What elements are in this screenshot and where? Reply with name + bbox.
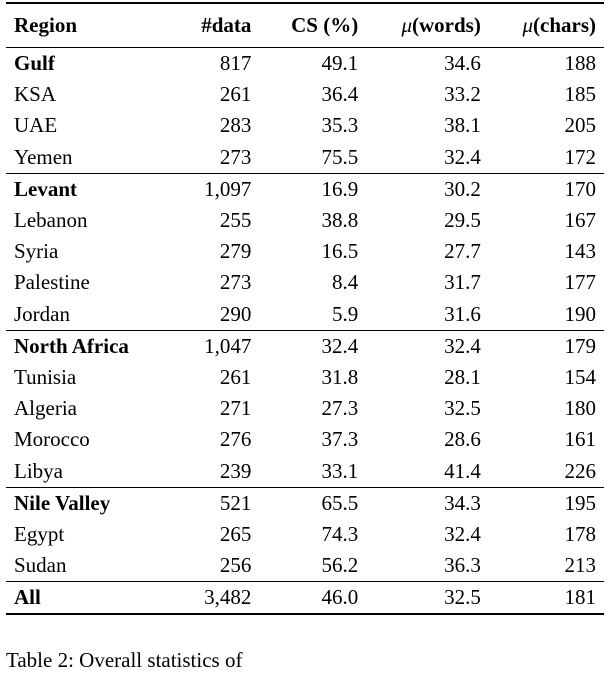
region-cell: Syria: [14, 239, 59, 264]
data-count-cell: 279: [219, 239, 252, 264]
header-data: #data: [174, 3, 259, 48]
chars-cell: 180: [564, 396, 596, 421]
table-row: [6, 550, 604, 582]
table-row: [6, 267, 604, 298]
cs-cell: 27.3: [321, 396, 359, 421]
table-row: [6, 79, 604, 110]
words-cell: 27.7: [444, 239, 481, 264]
words-cell: 34.6: [444, 51, 481, 76]
table-row: [6, 299, 604, 331]
data-count-cell: 521: [174, 487, 259, 519]
words-cell: 32.5: [366, 582, 489, 615]
total-row: [6, 582, 604, 615]
words-cell: 38.1: [444, 113, 481, 138]
words-cell: 31.7: [444, 270, 481, 295]
group-row: [6, 48, 604, 80]
data-count-cell: 276: [219, 427, 252, 452]
table-row: [6, 393, 604, 424]
data-count-cell: 283: [219, 113, 252, 138]
data-count-cell: 1,097: [174, 173, 259, 205]
chars-cell: 188: [564, 51, 596, 76]
cs-cell: 31.8: [321, 364, 359, 389]
chars-cell: 167: [564, 208, 596, 233]
chars-cell: 179: [489, 330, 604, 362]
region-cell: Algeria: [14, 396, 77, 421]
region-cell: KSA: [14, 82, 57, 107]
chars-cell: 172: [564, 144, 596, 169]
data-count-cell: 255: [219, 208, 252, 233]
chars-cell: 190: [564, 301, 596, 326]
data-count-cell: 261: [219, 364, 252, 389]
chars-cell: 181: [489, 582, 604, 615]
header-chars: μ(chars): [489, 3, 604, 48]
words-cell: 36.3: [444, 553, 481, 578]
table-row: [6, 519, 604, 550]
data-count-cell: 1,047: [174, 330, 259, 362]
words-cell: 34.3: [366, 487, 489, 519]
region-cell: Morocco: [14, 427, 90, 452]
words-cell: 32.4: [444, 521, 481, 546]
chars-cell: 195: [489, 487, 604, 519]
data-count-cell: 290: [219, 301, 252, 326]
cs-cell: 32.4: [259, 330, 366, 362]
header-cs: CS (%): [259, 3, 366, 48]
mu-symbol: μ: [401, 13, 413, 37]
table-row: [6, 362, 604, 393]
statistics-table: [6, 2, 604, 615]
cs-cell: 75.5: [321, 144, 359, 169]
words-cell: 30.2: [366, 173, 489, 205]
table-row: [6, 236, 604, 267]
header-region: Region: [6, 3, 174, 48]
region-cell: Sudan: [14, 553, 67, 578]
cs-cell: 56.2: [321, 553, 359, 578]
cs-cell: 74.3: [321, 521, 359, 546]
words-cell: 41.4: [444, 458, 481, 483]
data-count-cell: 817: [219, 51, 252, 76]
region-cell: Palestine: [14, 270, 90, 295]
chars-cell: 226: [564, 458, 596, 483]
chars-cell: 205: [564, 113, 596, 138]
table-body: [6, 48, 604, 615]
region-cell: Yemen: [14, 144, 73, 169]
cs-cell: 36.4: [321, 82, 359, 107]
table-row: [6, 110, 604, 141]
header-words: μ(words): [366, 3, 489, 48]
cs-cell: 65.5: [259, 487, 366, 519]
region-cell: Egypt: [14, 521, 65, 546]
header-row: [6, 3, 604, 48]
chars-cell: 143: [564, 239, 596, 264]
words-cell: 31.6: [444, 301, 481, 326]
data-count-cell: 273: [219, 270, 252, 295]
cs-cell: 38.8: [321, 208, 359, 233]
chars-cell: 178: [564, 521, 596, 546]
cs-cell: 35.3: [321, 113, 359, 138]
cs-cell: 49.1: [321, 51, 359, 76]
table-row: [6, 142, 604, 174]
words-cell: 33.2: [444, 82, 481, 107]
region-cell: North Africa: [6, 330, 174, 362]
region-cell: Libya: [14, 458, 63, 483]
group-row: [6, 487, 604, 519]
cs-cell: 8.4: [331, 270, 359, 295]
region-cell: Gulf: [14, 51, 55, 76]
group-row: [6, 173, 604, 205]
words-cell: 32.4: [444, 144, 481, 169]
region-cell: Jordan: [14, 301, 70, 326]
words-cell: 29.5: [444, 208, 481, 233]
chars-cell: 170: [489, 173, 604, 205]
data-count-cell: 3,482: [174, 582, 259, 615]
data-count-cell: 271: [219, 396, 252, 421]
region-cell: Lebanon: [14, 208, 88, 233]
group-row: [6, 330, 604, 362]
region-cell: All: [6, 582, 174, 615]
words-cell: 28.6: [444, 427, 481, 452]
data-count-cell: 273: [219, 144, 252, 169]
region-cell: Nile Valley: [6, 487, 174, 519]
cs-cell: 46.0: [259, 582, 366, 615]
region-cell: Levant: [6, 173, 174, 205]
data-count-cell: 239: [219, 458, 252, 483]
cs-cell: 37.3: [321, 427, 359, 452]
cs-cell: 16.9: [259, 173, 366, 205]
table-row: [6, 205, 604, 236]
region-cell: UAE: [14, 113, 58, 138]
data-count-cell: 256: [219, 553, 252, 578]
words-cell: 32.5: [444, 396, 481, 421]
data-count-cell: 261: [219, 82, 252, 107]
cs-cell: 16.5: [321, 239, 359, 264]
mu-symbol: μ: [522, 13, 534, 37]
words-cell: 32.4: [366, 330, 489, 362]
chars-cell: 177: [564, 270, 596, 295]
table-row: [6, 424, 604, 455]
table-row: [6, 455, 604, 487]
chars-cell: 213: [564, 553, 596, 578]
cs-cell: 5.9: [331, 301, 359, 326]
data-count-cell: 265: [219, 521, 252, 546]
table-caption: Table 2: Overall statistics of: [6, 648, 243, 672]
chars-cell: 161: [564, 427, 596, 452]
words-cell: 28.1: [444, 364, 481, 389]
region-cell: Tunisia: [14, 364, 77, 389]
chars-cell: 185: [564, 82, 596, 107]
chars-cell: 154: [564, 364, 596, 389]
cs-cell: 33.1: [321, 458, 359, 483]
